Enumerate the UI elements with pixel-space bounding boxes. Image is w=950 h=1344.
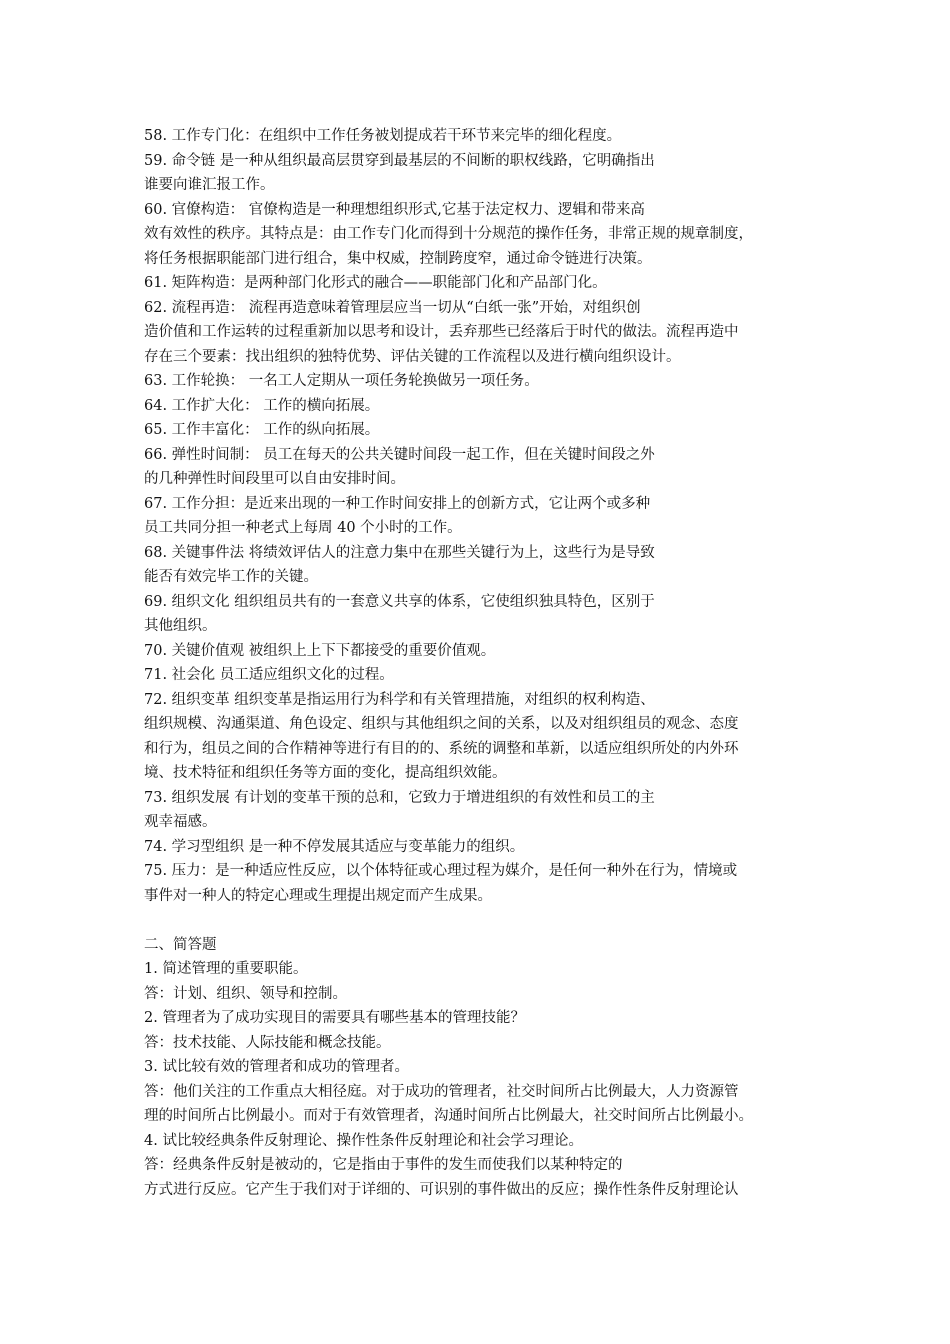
text-line: 70. 关键价值观 被组织上上下下都接受的重要价值观。 (144, 642, 496, 659)
text-line: 1. 简述管理的重要职能。 (144, 961, 308, 977)
text-line: 谁要向谁汇报工作。 (144, 177, 275, 193)
text-line: 答：计划、组织、领导和控制。 (144, 985, 347, 1002)
text-line: 64. 工作扩大化： 工作的横向拓展。 (144, 397, 380, 414)
text-line: 63. 工作轮换： 一名工人定期从一项任务轮换做另一项任务。 (144, 373, 539, 389)
text-line: 73. 组织发展 有计划的变革干预的总和，它致力于增进组织的有效性和员工的主 (144, 789, 655, 806)
text-line: 74. 学习型组织 是一种不停发展其适应与变革能力的组织。 (144, 838, 525, 855)
text-line: 存在三个要素：找出组织的独特优势、评估关键的工作流程以及进行横向组织设计。 (144, 348, 681, 365)
text-line: 66. 弹性时间制： 员工在每天的公共关键时间段一起工作，但在关键时间段之外 (144, 446, 655, 463)
text-line: 62. 流程再造： 流程再造意味着管理层应当一切从“白纸一张”开始，对组织创 (144, 299, 641, 316)
text-line: 其他组织。 (144, 618, 217, 634)
text-line: 71. 社会化 员工适应组织文化的过程。 (144, 667, 394, 683)
text-line: 答：他们关注的工作重点大相径庭。对于成功的管理者，社交时间所占比例最大，人力资源管 (144, 1083, 739, 1100)
blank-line (144, 908, 824, 933)
text-line: 造价值和工作运转的过程重新加以思考和设计，丢弃那些已经落后于时代的做法。流程再造中 (144, 324, 739, 340)
text-line: 72. 组织变革 组织变革是指运用行为科学和有关管理措施，对组织的权利构造、 (144, 691, 655, 708)
text-line: 61. 矩阵构造：是两种部门化形式的融合——职能部门化和产品部门化。 (144, 275, 607, 291)
text-line: 理的时间所占比例最小。而对于有效管理者，沟通时间所占比例最大，社交时间所占比例最小。 (144, 1108, 753, 1124)
text-line: 的几种弹性时间段里可以自由安排时间。 (144, 471, 405, 487)
text-line: 59. 命令链 是一种从组织最高层贯穿到最基层的不间断的职权线路，它明确指出 (144, 152, 655, 169)
text-line: 75. 压力：是一种适应性反应，以个体特征或心理过程为媒介，是任何一种外在行为，情境或 (144, 863, 738, 879)
text-line: 境、技术特征和组织任务等方面的变化，提高组织效能。 (144, 765, 507, 781)
text-line: 和行为，组员之间的合作精神等进行有目的的、系统的调整和革新，以适应组织所处的内外环 (144, 740, 739, 757)
text-line: 67. 工作分担：是近来出现的一种工作时间安排上的创新方式，它让两个或多种 (144, 495, 651, 512)
text-line: 65. 工作丰富化： 工作的纵向拓展。 (144, 422, 380, 438)
text-line: 将任务根据职能部门进行组合，集中权威，控制跨度窄，通过命令链进行决策。 (144, 250, 652, 267)
text-line: 答：技术技能、人际技能和概念技能。 (144, 1034, 391, 1051)
text-line: 3. 试比较有效的管理者和成功的管理者。 (144, 1059, 409, 1075)
text-line: 方式进行反应。它产生于我们对于详细的、可识别的事件做出的反应；操作性条件反射理论认 (144, 1181, 739, 1198)
text-line: 答：经典条件反射是被动的，它是指由于事件的发生而使我们以某种特定的 (144, 1157, 623, 1173)
text-line: 能否有效完毕工作的关键。 (144, 569, 318, 585)
text-line: 2. 管理者为了成功实现目的需要具有哪些基本的管理技能？ (144, 1010, 525, 1026)
text-line: 效有效性的秩序。其特点是：由工作专门化而得到十分规范的操作任务，非常正规的规章制度， (144, 226, 753, 242)
document-page (144, 124, 824, 1202)
text-line: 69. 组织文化 组织组员共有的一套意义共享的体系，它使组织独具特色，区别于 (144, 593, 655, 610)
text-line: 58. 工作专门化：在组织中工作任务被划提成若干环节来完毕的细化程度。 (144, 128, 622, 144)
text-line: 60. 官僚构造： 官僚构造是一种理想组织形式,它基于法定权力、逻辑和带来高 (144, 201, 645, 218)
text-line: 68. 关键事件法 将绩效评估人的注意力集中在那些关键行为上，这些行为是导致 (144, 544, 655, 561)
text-line: 二、简答题 (144, 936, 217, 953)
text-line: 观幸福感。 (144, 814, 217, 830)
text-line: 员工共同分担一种老式上每周 40 个小时的工作。 (144, 520, 462, 536)
text-line: 组织规模、沟通渠道、角色设定、组织与其他组织之间的关系，以及对组织组员的观念、态度 (144, 716, 739, 732)
text-line: 4. 试比较经典条件反射理论、操作性条件反射理论和社会学习理论。 (144, 1132, 583, 1149)
text-line: 事件对一种人的特定心理或生理提出规定而产生成果。 (144, 887, 492, 904)
